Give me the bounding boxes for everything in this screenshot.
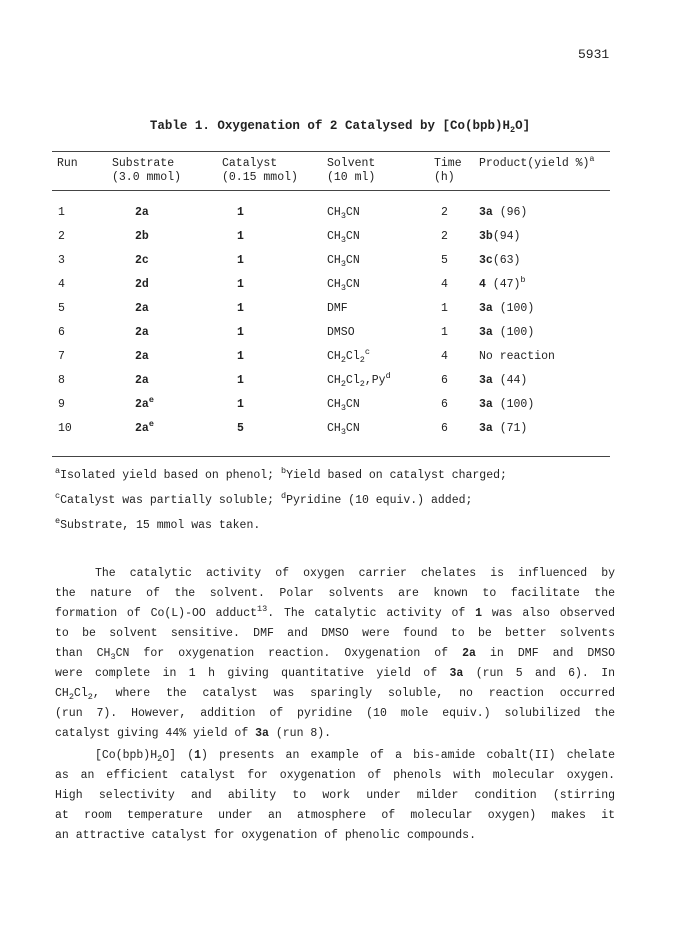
cell-run: 10 bbox=[58, 422, 72, 435]
cell-product: 4 $(47)^b$ bbox=[479, 275, 526, 291]
cell-solvent: $CH_2Cl_2,Py^d$ bbox=[327, 371, 391, 389]
p2-line-4: at room temperature under an atmosphere of molecular oxygen) makes it bbox=[55, 809, 615, 822]
cell-solvent: $CH_3CN$ bbox=[327, 398, 360, 413]
p1-line-9: catalyst giving 44% yield of 3a (run 8). bbox=[55, 727, 332, 740]
cell-product: 3c(63) bbox=[479, 254, 521, 267]
cell-solvent: $CH_3CN$ bbox=[327, 230, 360, 245]
p1-line-8: (run 7). However, addition of pyridine (10 mole equiv.) solubilized the bbox=[55, 707, 615, 720]
table-title bbox=[0, 119, 680, 133]
header-substrate: Substrate (3.0 mmol) bbox=[112, 157, 182, 184]
cell-time: 5 bbox=[441, 254, 448, 267]
cell-catalyst: 1 bbox=[237, 398, 244, 411]
cell-solvent: DMSO bbox=[327, 326, 355, 339]
cell-substrate: 2a bbox=[135, 350, 149, 363]
cell-run: 5 bbox=[58, 302, 65, 315]
cell-time: 1 bbox=[441, 326, 448, 339]
cell-run: 6 bbox=[58, 326, 65, 339]
cell-catalyst: 5 bbox=[237, 422, 244, 435]
cell-product: No reaction bbox=[479, 350, 555, 363]
p2-line-1: $[Co(bpb)H_2O]$ (1) presents an example of a bis-amide cobalt(II) chelate bbox=[95, 749, 615, 764]
cell-time: 4 bbox=[441, 350, 448, 363]
footnote-c: Catalyst was partially soluble; bbox=[60, 494, 275, 507]
p1-line-6: were complete in 1 h giving quantitative yield of 3a (run 5 and 6). In bbox=[55, 667, 616, 680]
cell-product: 3a (100) bbox=[479, 326, 535, 339]
cell-substrate: 2a bbox=[135, 326, 149, 339]
footnote-d: Pyridine (10 equiv.) added; bbox=[286, 494, 473, 507]
paragraph-solvent-effect bbox=[55, 564, 615, 744]
cell-catalyst: 1 bbox=[237, 302, 244, 315]
cell-product: 3a (96) bbox=[479, 206, 528, 219]
cell-catalyst: 1 bbox=[237, 206, 244, 219]
table-title-subscript: 2 bbox=[509, 125, 516, 135]
cell-time: 2 bbox=[441, 206, 448, 219]
cell-substrate: $2a^e$ bbox=[135, 395, 154, 411]
p1-line-4: to be solvent sensitive. DMF and DMSO were found to be better solvents bbox=[55, 627, 615, 640]
cell-time: 6 bbox=[441, 398, 448, 411]
cell-time: 6 bbox=[441, 422, 448, 435]
header-solvent: Solvent (10 ml) bbox=[327, 157, 376, 184]
cell-catalyst: 1 bbox=[237, 230, 244, 243]
cell-catalyst: 1 bbox=[237, 374, 244, 387]
cell-run: 7 bbox=[58, 350, 65, 363]
table-bottom-rule bbox=[52, 456, 610, 457]
cell-substrate: 2c bbox=[135, 254, 149, 267]
header-time: Time (h) bbox=[434, 157, 462, 184]
page-number: 5931 bbox=[578, 47, 610, 62]
footnote-b: Yield based on catalyst charged; bbox=[286, 469, 507, 482]
cell-time: 1 bbox=[441, 302, 448, 315]
table-title-end: O] bbox=[515, 119, 531, 133]
cell-solvent: $CH_3CN$ bbox=[327, 206, 360, 221]
footnote-line-3: $^e$Substrate, 15 mmol was taken. bbox=[55, 516, 261, 532]
cell-product: 3a (100) bbox=[479, 302, 535, 315]
cell-solvent: $CH_2Cl_2^c$ bbox=[327, 347, 370, 365]
footnote-a: Isolated yield based on phenol; bbox=[60, 469, 275, 482]
table-header-rule bbox=[52, 190, 610, 191]
cell-run: 8 bbox=[58, 374, 65, 387]
cell-substrate: 2b bbox=[135, 230, 149, 243]
p1-line-7: $CH_2Cl_2$, where the catalyst was sparingly soluble, no reaction occurred bbox=[55, 687, 615, 702]
footnote-line-2: $^c$Catalyst was partially soluble; $^d$Pyridine (10 equiv.) added; bbox=[55, 491, 473, 507]
cell-run: 3 bbox=[58, 254, 65, 267]
cell-substrate: 2a bbox=[135, 206, 149, 219]
cell-time: 6 bbox=[441, 374, 448, 387]
cell-catalyst: 1 bbox=[237, 278, 244, 291]
p2-line-2: as an efficient catalyst for oxygenation of phenols with molecular oxygen. bbox=[55, 769, 615, 782]
p2-line-5: an attractive catalyst for oxygenation of phenolic compounds. bbox=[55, 829, 476, 842]
paragraph-conclusion bbox=[55, 746, 615, 846]
cell-run: 4 bbox=[58, 278, 65, 291]
p1-line-2: the nature of the solvent. Polar solvents are known to facilitate the bbox=[55, 587, 615, 600]
cell-product: 3a (100) bbox=[479, 398, 535, 411]
cell-substrate: 2d bbox=[135, 278, 149, 291]
cell-time: 4 bbox=[441, 278, 448, 291]
p2-line-3: High selectivity and ability to work under milder condition (stirring bbox=[55, 789, 615, 802]
p1-line-3: formation of Co(L)-OO adduct$^{13}$. The catalytic activity of 1 was also observed bbox=[55, 604, 615, 620]
header-catalyst: Catalyst (0.15 mmol) bbox=[222, 157, 298, 184]
cell-solvent: $CH_3CN$ bbox=[327, 422, 360, 437]
p1-line-5: than $CH_3CN$ for oxygenation reaction. Oxygenation of 2a in DMF and DMSO bbox=[55, 647, 616, 662]
footnote-e: Substrate, 15 mmol was taken. bbox=[60, 519, 261, 532]
cell-catalyst: 1 bbox=[237, 326, 244, 339]
p1-line-1: The catalytic activity of oxygen carrier chelates is influenced by bbox=[95, 567, 615, 580]
header-product: Product(yield %)$^a$ bbox=[479, 154, 595, 170]
table-top-rule bbox=[52, 151, 610, 152]
cell-run: 2 bbox=[58, 230, 65, 243]
cell-run: 9 bbox=[58, 398, 65, 411]
cell-catalyst: 1 bbox=[237, 350, 244, 363]
cell-solvent: $CH_3CN$ bbox=[327, 278, 360, 293]
cell-product: 3a (71) bbox=[479, 422, 528, 435]
table-title-text: Table 1. Oxygenation of 2 Catalysed by [Co(bpb)H bbox=[149, 119, 510, 133]
cell-substrate: $2a^e$ bbox=[135, 419, 154, 435]
cell-catalyst: 1 bbox=[237, 254, 244, 267]
cell-solvent: DMF bbox=[327, 302, 348, 315]
cell-time: 2 bbox=[441, 230, 448, 243]
footnote-line-1: $^a$Isolated yield based on phenol; $^b$Yield based on catalyst charged; bbox=[55, 466, 507, 482]
header-run: Run bbox=[57, 157, 78, 170]
cell-product: 3a (44) bbox=[479, 374, 528, 387]
cell-substrate: 2a bbox=[135, 302, 149, 315]
cell-run: 1 bbox=[58, 206, 65, 219]
cell-product: 3b(94) bbox=[479, 230, 521, 243]
cell-substrate: 2a bbox=[135, 374, 149, 387]
cell-solvent: $CH_3CN$ bbox=[327, 254, 360, 269]
